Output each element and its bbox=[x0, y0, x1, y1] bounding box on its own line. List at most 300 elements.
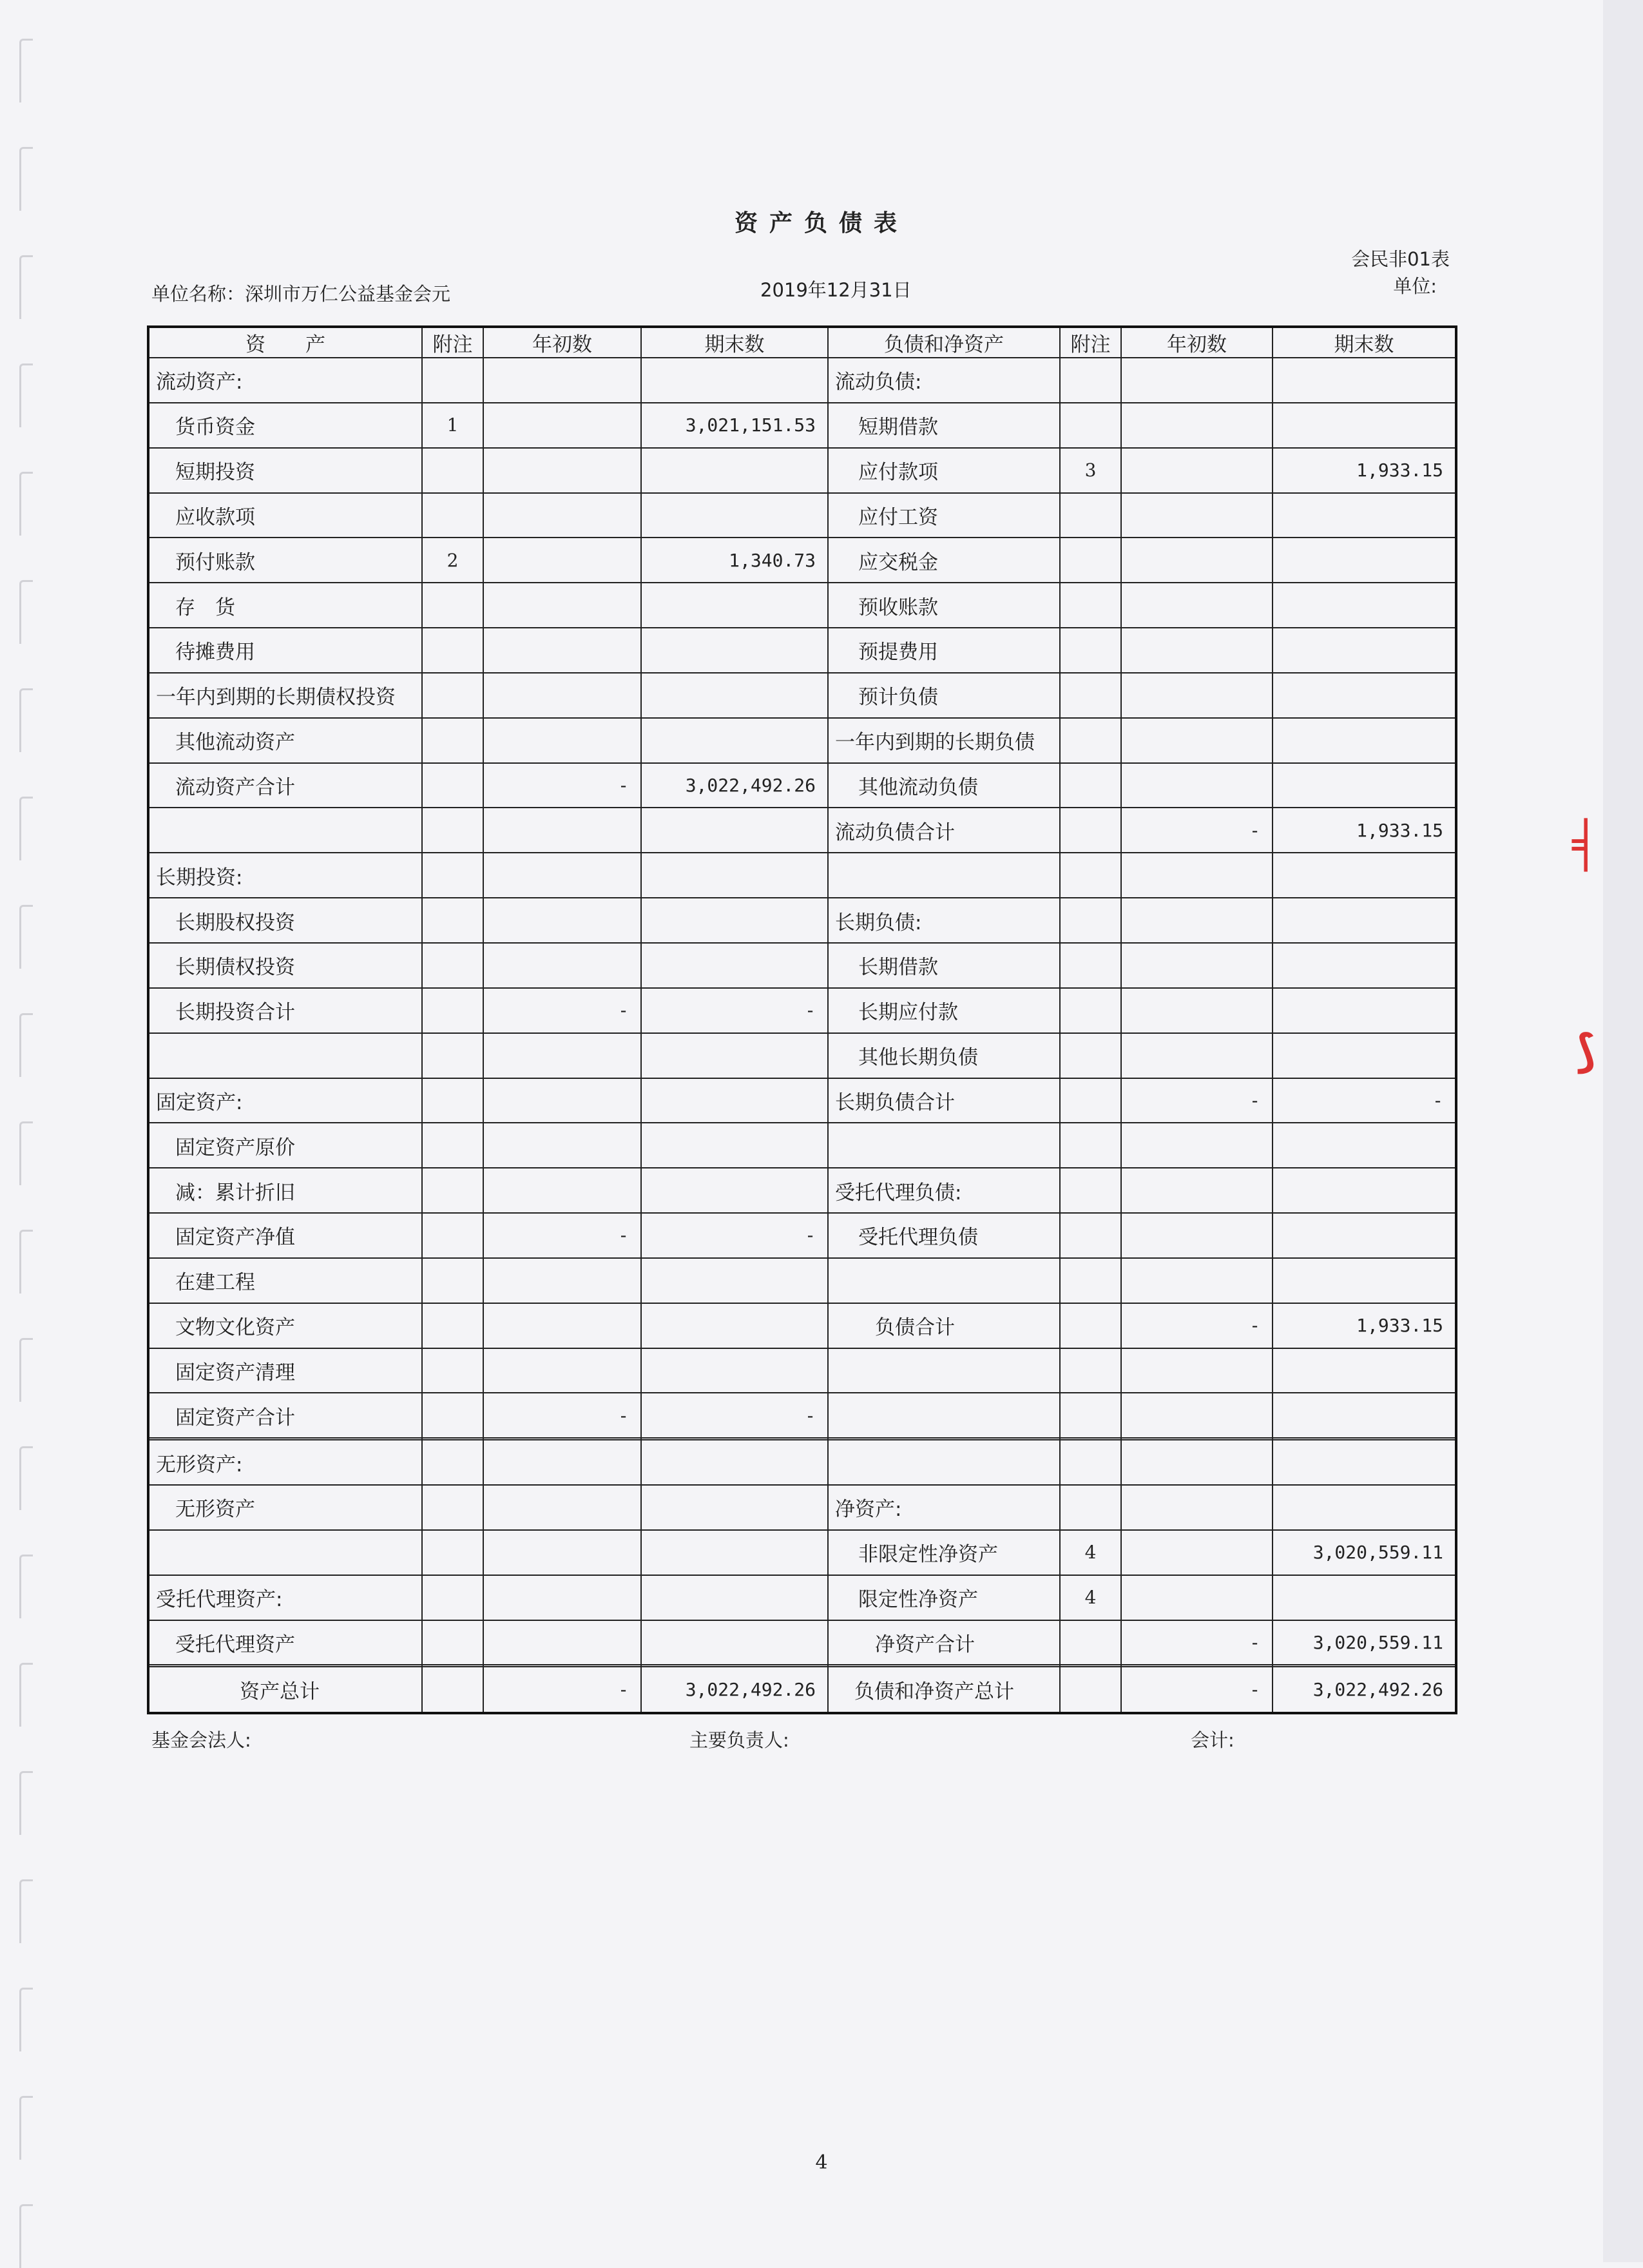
begin-value bbox=[1121, 943, 1273, 988]
begin-value bbox=[1121, 988, 1273, 1033]
note-cell bbox=[422, 1213, 483, 1258]
end-value: 3,020,559.11 bbox=[1273, 1620, 1456, 1665]
asset-label: 其他流动资产 bbox=[148, 718, 422, 763]
table-row bbox=[148, 943, 1456, 988]
table-row bbox=[148, 718, 1456, 763]
begin-value bbox=[483, 403, 641, 448]
end-value bbox=[641, 1575, 828, 1620]
asset-label: 待摊费用 bbox=[148, 628, 422, 673]
end-value bbox=[1273, 1168, 1456, 1213]
unit-label: 单位: bbox=[1393, 275, 1437, 297]
binder-hole bbox=[19, 905, 33, 969]
end-value bbox=[641, 1530, 828, 1575]
table-row bbox=[148, 1078, 1456, 1123]
begin-value bbox=[483, 493, 641, 538]
begin-value bbox=[483, 1440, 641, 1485]
end-value: 3,021,151.53 bbox=[641, 403, 828, 448]
note-cell: 4 bbox=[1060, 1575, 1121, 1620]
note-cell bbox=[1060, 808, 1121, 853]
note-cell: 2 bbox=[422, 538, 483, 583]
note-cell bbox=[422, 988, 483, 1033]
table-row bbox=[148, 583, 1456, 628]
liability-label bbox=[828, 1393, 1060, 1438]
header-begin: 年初数 bbox=[483, 327, 641, 358]
begin-value bbox=[1121, 448, 1273, 493]
end-value bbox=[1273, 1440, 1456, 1485]
end-value bbox=[641, 1485, 828, 1530]
end-value bbox=[1273, 898, 1456, 943]
end-value bbox=[641, 1440, 828, 1485]
note-cell bbox=[422, 493, 483, 538]
end-value bbox=[1273, 853, 1456, 898]
begin-value bbox=[483, 448, 641, 493]
end-value bbox=[1273, 358, 1456, 403]
asset-label bbox=[148, 1530, 422, 1575]
end-value bbox=[1273, 1348, 1456, 1393]
binder-hole bbox=[19, 1988, 33, 2051]
begin-value bbox=[483, 1485, 641, 1530]
binder-hole bbox=[19, 580, 33, 644]
end-value bbox=[641, 493, 828, 538]
begin-value: - bbox=[1121, 1667, 1273, 1713]
note-cell bbox=[1060, 583, 1121, 628]
binder-hole bbox=[19, 1013, 33, 1077]
table-row bbox=[148, 1667, 1456, 1713]
table-row bbox=[148, 1575, 1456, 1620]
end-value: 3,022,492.26 bbox=[1273, 1667, 1456, 1713]
asset-label: 受托代理资产 bbox=[148, 1620, 422, 1665]
note-cell bbox=[1060, 1168, 1121, 1213]
end-value bbox=[641, 448, 828, 493]
begin-value bbox=[1121, 1213, 1273, 1258]
asset-label: 固定资产原价 bbox=[148, 1123, 422, 1168]
end-value bbox=[1273, 493, 1456, 538]
note-cell bbox=[422, 673, 483, 718]
binder-hole bbox=[19, 2096, 33, 2160]
table-row bbox=[148, 853, 1456, 898]
begin-value bbox=[483, 1033, 641, 1078]
end-value bbox=[1273, 1575, 1456, 1620]
note-cell bbox=[422, 1033, 483, 1078]
table-row bbox=[148, 538, 1456, 583]
liability-label: 其他长期负债 bbox=[828, 1033, 1060, 1078]
note-cell bbox=[1060, 1033, 1121, 1078]
end-value bbox=[641, 1620, 828, 1665]
note-cell: 3 bbox=[1060, 448, 1121, 493]
header-note: 附注 bbox=[1060, 327, 1121, 358]
liability-label: 预计负债 bbox=[828, 673, 1060, 718]
begin-value bbox=[1121, 853, 1273, 898]
table-row bbox=[148, 1440, 1456, 1485]
begin-value bbox=[483, 673, 641, 718]
table-row bbox=[148, 1485, 1456, 1530]
note-cell bbox=[1060, 628, 1121, 673]
note-cell bbox=[1060, 718, 1121, 763]
end-value: 3,020,559.11 bbox=[1273, 1530, 1456, 1575]
asset-label: 预付账款 bbox=[148, 538, 422, 583]
note-cell bbox=[1060, 1667, 1121, 1713]
note-cell: 4 bbox=[1060, 1530, 1121, 1575]
end-value: - bbox=[641, 1393, 828, 1438]
liability-label: 长期负债: bbox=[828, 898, 1060, 943]
asset-label: 短期投资 bbox=[148, 448, 422, 493]
note-cell bbox=[1060, 493, 1121, 538]
begin-value bbox=[1121, 1258, 1273, 1303]
principal-signature: 主要负责人: bbox=[689, 1729, 789, 1751]
table-row bbox=[148, 1393, 1456, 1438]
begin-value bbox=[483, 358, 641, 403]
accountant-signature: 会计: bbox=[1191, 1729, 1235, 1751]
note-cell bbox=[422, 448, 483, 493]
note-cell bbox=[1060, 1348, 1121, 1393]
note-cell: 1 bbox=[422, 403, 483, 448]
binder-hole bbox=[19, 39, 33, 102]
table-row bbox=[148, 1168, 1456, 1213]
table-row bbox=[148, 1303, 1456, 1348]
table-row bbox=[148, 898, 1456, 943]
table-row bbox=[148, 1123, 1456, 1168]
begin-value bbox=[483, 1530, 641, 1575]
note-cell bbox=[422, 1620, 483, 1665]
begin-value bbox=[483, 898, 641, 943]
binder-hole bbox=[19, 1230, 33, 1294]
liability-label: 其他流动负债 bbox=[828, 763, 1060, 808]
note-cell bbox=[1060, 538, 1121, 583]
liability-label: 流动负债: bbox=[828, 358, 1060, 403]
header-end: 期末数 bbox=[1273, 327, 1456, 358]
note-cell bbox=[1060, 1213, 1121, 1258]
begin-value bbox=[483, 808, 641, 853]
header-asset: 资 产 bbox=[148, 327, 422, 358]
end-value bbox=[641, 808, 828, 853]
header-liability: 负债和净资产 bbox=[828, 327, 1060, 358]
note-cell bbox=[422, 808, 483, 853]
begin-value: - bbox=[1121, 1078, 1273, 1123]
table-row bbox=[148, 1620, 1456, 1665]
asset-label: 固定资产清理 bbox=[148, 1348, 422, 1393]
table-row bbox=[148, 1033, 1456, 1078]
begin-value bbox=[1121, 403, 1273, 448]
note-cell bbox=[422, 1575, 483, 1620]
begin-value bbox=[1121, 628, 1273, 673]
binder-hole bbox=[19, 1771, 33, 1835]
end-value: - bbox=[641, 988, 828, 1033]
document-title: 资产负债表 bbox=[734, 209, 908, 237]
liability-label: 负债合计 bbox=[828, 1303, 1060, 1348]
note-cell bbox=[1060, 1078, 1121, 1123]
table-row bbox=[148, 808, 1456, 853]
form-number: 会民非01表 bbox=[1351, 248, 1450, 270]
end-value: 1,340.73 bbox=[641, 538, 828, 583]
begin-value bbox=[483, 1348, 641, 1393]
liability-label: 受托代理负债: bbox=[828, 1168, 1060, 1213]
note-cell bbox=[422, 898, 483, 943]
asset-label: 无形资产 bbox=[148, 1485, 422, 1530]
asset-label: 长期股权投资 bbox=[148, 898, 422, 943]
note-cell bbox=[422, 1667, 483, 1713]
begin-value bbox=[1121, 493, 1273, 538]
asset-label: 固定资产合计 bbox=[148, 1393, 422, 1438]
begin-value bbox=[1121, 1168, 1273, 1213]
liability-label: 净资产合计 bbox=[828, 1620, 1060, 1665]
begin-value bbox=[483, 1078, 641, 1123]
note-cell bbox=[422, 628, 483, 673]
liability-label: 流动负债合计 bbox=[828, 808, 1060, 853]
end-value bbox=[1273, 718, 1456, 763]
note-cell bbox=[1060, 943, 1121, 988]
liability-label: 长期应付款 bbox=[828, 988, 1060, 1033]
liability-label bbox=[828, 1258, 1060, 1303]
begin-value: - bbox=[483, 1213, 641, 1258]
end-value bbox=[641, 1078, 828, 1123]
begin-value bbox=[483, 1303, 641, 1348]
header-begin: 年初数 bbox=[1121, 327, 1273, 358]
table-row bbox=[148, 763, 1456, 808]
asset-label: 存 货 bbox=[148, 583, 422, 628]
begin-value bbox=[1121, 358, 1273, 403]
end-value bbox=[641, 673, 828, 718]
begin-value bbox=[1121, 583, 1273, 628]
note-cell bbox=[1060, 403, 1121, 448]
begin-value: - bbox=[483, 1667, 641, 1713]
begin-value: - bbox=[483, 988, 641, 1033]
table-row bbox=[148, 403, 1456, 448]
note-cell bbox=[422, 943, 483, 988]
liability-label bbox=[828, 853, 1060, 898]
begin-value bbox=[483, 1575, 641, 1620]
note-cell bbox=[422, 1303, 483, 1348]
end-value bbox=[641, 1348, 828, 1393]
begin-value: - bbox=[1121, 1303, 1273, 1348]
end-value bbox=[1273, 1485, 1456, 1530]
note-cell bbox=[1060, 1393, 1121, 1438]
end-value bbox=[641, 628, 828, 673]
end-value bbox=[641, 718, 828, 763]
red-stamp-mark: ⟆ bbox=[1575, 1025, 1596, 1078]
liability-label bbox=[828, 1123, 1060, 1168]
begin-value bbox=[483, 628, 641, 673]
table-row bbox=[148, 1530, 1456, 1575]
note-cell bbox=[1060, 1303, 1121, 1348]
end-value: 1,933.15 bbox=[1273, 1303, 1456, 1348]
begin-value bbox=[1121, 763, 1273, 808]
begin-value bbox=[483, 538, 641, 583]
note-cell bbox=[1060, 673, 1121, 718]
note-cell bbox=[422, 763, 483, 808]
table-row bbox=[148, 628, 1456, 673]
note-cell bbox=[422, 1078, 483, 1123]
end-value bbox=[1273, 628, 1456, 673]
end-value bbox=[1273, 1258, 1456, 1303]
asset-label: 受托代理资产: bbox=[148, 1575, 422, 1620]
note-cell bbox=[422, 1123, 483, 1168]
begin-value bbox=[1121, 898, 1273, 943]
asset-label: 无形资产: bbox=[148, 1440, 422, 1485]
table-row bbox=[148, 1213, 1456, 1258]
end-value bbox=[1273, 943, 1456, 988]
asset-label: 流动资产: bbox=[148, 358, 422, 403]
end-value bbox=[641, 1123, 828, 1168]
binder-hole bbox=[19, 255, 33, 319]
asset-label bbox=[148, 808, 422, 853]
liability-label: 预提费用 bbox=[828, 628, 1060, 673]
begin-value bbox=[1121, 1575, 1273, 1620]
asset-label: 在建工程 bbox=[148, 1258, 422, 1303]
note-cell bbox=[422, 1348, 483, 1393]
liability-label bbox=[828, 1440, 1060, 1485]
begin-value bbox=[1121, 718, 1273, 763]
note-cell bbox=[422, 1393, 483, 1438]
liability-label: 应付款项 bbox=[828, 448, 1060, 493]
binder-hole bbox=[19, 1121, 33, 1185]
binder-hole bbox=[19, 1338, 33, 1402]
end-value bbox=[641, 358, 828, 403]
asset-label: 长期投资: bbox=[148, 853, 422, 898]
asset-label: 长期投资合计 bbox=[148, 988, 422, 1033]
table-row bbox=[148, 673, 1456, 718]
note-cell bbox=[1060, 1123, 1121, 1168]
asset-label: 固定资产: bbox=[148, 1078, 422, 1123]
liability-label: 预收账款 bbox=[828, 583, 1060, 628]
liability-label: 应交税金 bbox=[828, 538, 1060, 583]
note-cell bbox=[1060, 358, 1121, 403]
begin-value bbox=[1121, 1440, 1273, 1485]
end-value: 1,933.15 bbox=[1273, 808, 1456, 853]
note-cell bbox=[1060, 898, 1121, 943]
binder-hole bbox=[19, 363, 33, 427]
note-cell bbox=[422, 1258, 483, 1303]
end-value bbox=[1273, 673, 1456, 718]
begin-value bbox=[483, 1258, 641, 1303]
note-cell bbox=[422, 1530, 483, 1575]
liability-label: 短期借款 bbox=[828, 403, 1060, 448]
binder-hole bbox=[19, 2204, 33, 2268]
asset-label bbox=[148, 1033, 422, 1078]
begin-value bbox=[1121, 1485, 1273, 1530]
legal-rep-signature: 基金会法人: bbox=[151, 1729, 251, 1751]
end-value bbox=[1273, 1393, 1456, 1438]
end-value bbox=[1273, 988, 1456, 1033]
begin-value bbox=[483, 1168, 641, 1213]
end-value bbox=[1273, 403, 1456, 448]
begin-value bbox=[483, 853, 641, 898]
note-cell bbox=[1060, 1620, 1121, 1665]
begin-value bbox=[483, 943, 641, 988]
asset-label: 文物文化资产 bbox=[148, 1303, 422, 1348]
note-cell bbox=[422, 1440, 483, 1485]
liability-label: 净资产: bbox=[828, 1485, 1060, 1530]
note-cell bbox=[422, 358, 483, 403]
note-cell bbox=[1060, 853, 1121, 898]
table-row bbox=[148, 358, 1456, 403]
binder-hole bbox=[19, 1555, 33, 1618]
header-end: 期末数 bbox=[641, 327, 828, 358]
end-value: 3,022,492.26 bbox=[641, 763, 828, 808]
note-cell bbox=[422, 1168, 483, 1213]
begin-value: - bbox=[1121, 1620, 1273, 1665]
end-value: 3,022,492.26 bbox=[641, 1667, 828, 1713]
liability-label: 负债和净资产总计 bbox=[828, 1667, 1060, 1713]
liability-label: 非限定性净资产 bbox=[828, 1530, 1060, 1575]
note-cell bbox=[422, 583, 483, 628]
balance-sheet-table bbox=[147, 325, 1457, 1714]
begin-value bbox=[483, 1620, 641, 1665]
table-row bbox=[148, 448, 1456, 493]
liability-label: 长期借款 bbox=[828, 943, 1060, 988]
liability-label: 长期负债合计 bbox=[828, 1078, 1060, 1123]
end-value bbox=[1273, 538, 1456, 583]
begin-value bbox=[483, 718, 641, 763]
binder-hole bbox=[19, 688, 33, 752]
note-cell bbox=[422, 1485, 483, 1530]
end-value: - bbox=[1273, 1078, 1456, 1123]
note-cell bbox=[422, 853, 483, 898]
binder-hole bbox=[19, 472, 33, 536]
liability-label: 限定性净资产 bbox=[828, 1575, 1060, 1620]
end-value: - bbox=[641, 1213, 828, 1258]
begin-value bbox=[1121, 1348, 1273, 1393]
header-note: 附注 bbox=[422, 327, 483, 358]
asset-label: 固定资产净值 bbox=[148, 1213, 422, 1258]
begin-value bbox=[483, 1123, 641, 1168]
note-cell bbox=[1060, 988, 1121, 1033]
begin-value bbox=[1121, 1033, 1273, 1078]
begin-value bbox=[483, 583, 641, 628]
begin-value: - bbox=[483, 1393, 641, 1438]
asset-label: 货币资金 bbox=[148, 403, 422, 448]
table-row bbox=[148, 988, 1456, 1033]
begin-value bbox=[1121, 1393, 1273, 1438]
note-cell bbox=[1060, 1258, 1121, 1303]
binder-holes bbox=[19, 0, 45, 2262]
organization-name: 单位名称：深圳市万仁公益基金会元 bbox=[151, 283, 451, 305]
liability-label bbox=[828, 1348, 1060, 1393]
binder-hole bbox=[19, 1663, 33, 1727]
note-cell bbox=[1060, 1485, 1121, 1530]
begin-value bbox=[1121, 673, 1273, 718]
note-cell bbox=[422, 718, 483, 763]
asset-label: 应收款项 bbox=[148, 493, 422, 538]
binder-hole bbox=[19, 147, 33, 211]
binder-hole bbox=[19, 1879, 33, 1943]
page-number: 4 bbox=[815, 2151, 828, 2174]
end-value bbox=[1273, 763, 1456, 808]
liability-label: 应付工资 bbox=[828, 493, 1060, 538]
asset-label: 资产总计 bbox=[148, 1667, 422, 1713]
end-value bbox=[1273, 1033, 1456, 1078]
table-row bbox=[148, 1348, 1456, 1393]
binder-hole bbox=[19, 1446, 33, 1510]
end-value bbox=[641, 1303, 828, 1348]
begin-value bbox=[1121, 1530, 1273, 1575]
end-value bbox=[641, 1033, 828, 1078]
asset-label: 一年内到期的长期债权投资 bbox=[148, 673, 422, 718]
end-value bbox=[641, 1258, 828, 1303]
liability-label: 一年内到期的长期负债 bbox=[828, 718, 1060, 763]
begin-value bbox=[1121, 1123, 1273, 1168]
begin-value bbox=[1121, 538, 1273, 583]
end-value bbox=[1273, 583, 1456, 628]
liability-label: 受托代理负债 bbox=[828, 1213, 1060, 1258]
asset-label: 长期债权投资 bbox=[148, 943, 422, 988]
begin-value: - bbox=[483, 763, 641, 808]
end-value bbox=[641, 1168, 828, 1213]
report-date: 2019年12月31日 bbox=[760, 279, 912, 301]
page-edge bbox=[1603, 0, 1643, 2262]
end-value bbox=[641, 853, 828, 898]
asset-label: 流动资产合计 bbox=[148, 763, 422, 808]
table-row bbox=[148, 493, 1456, 538]
